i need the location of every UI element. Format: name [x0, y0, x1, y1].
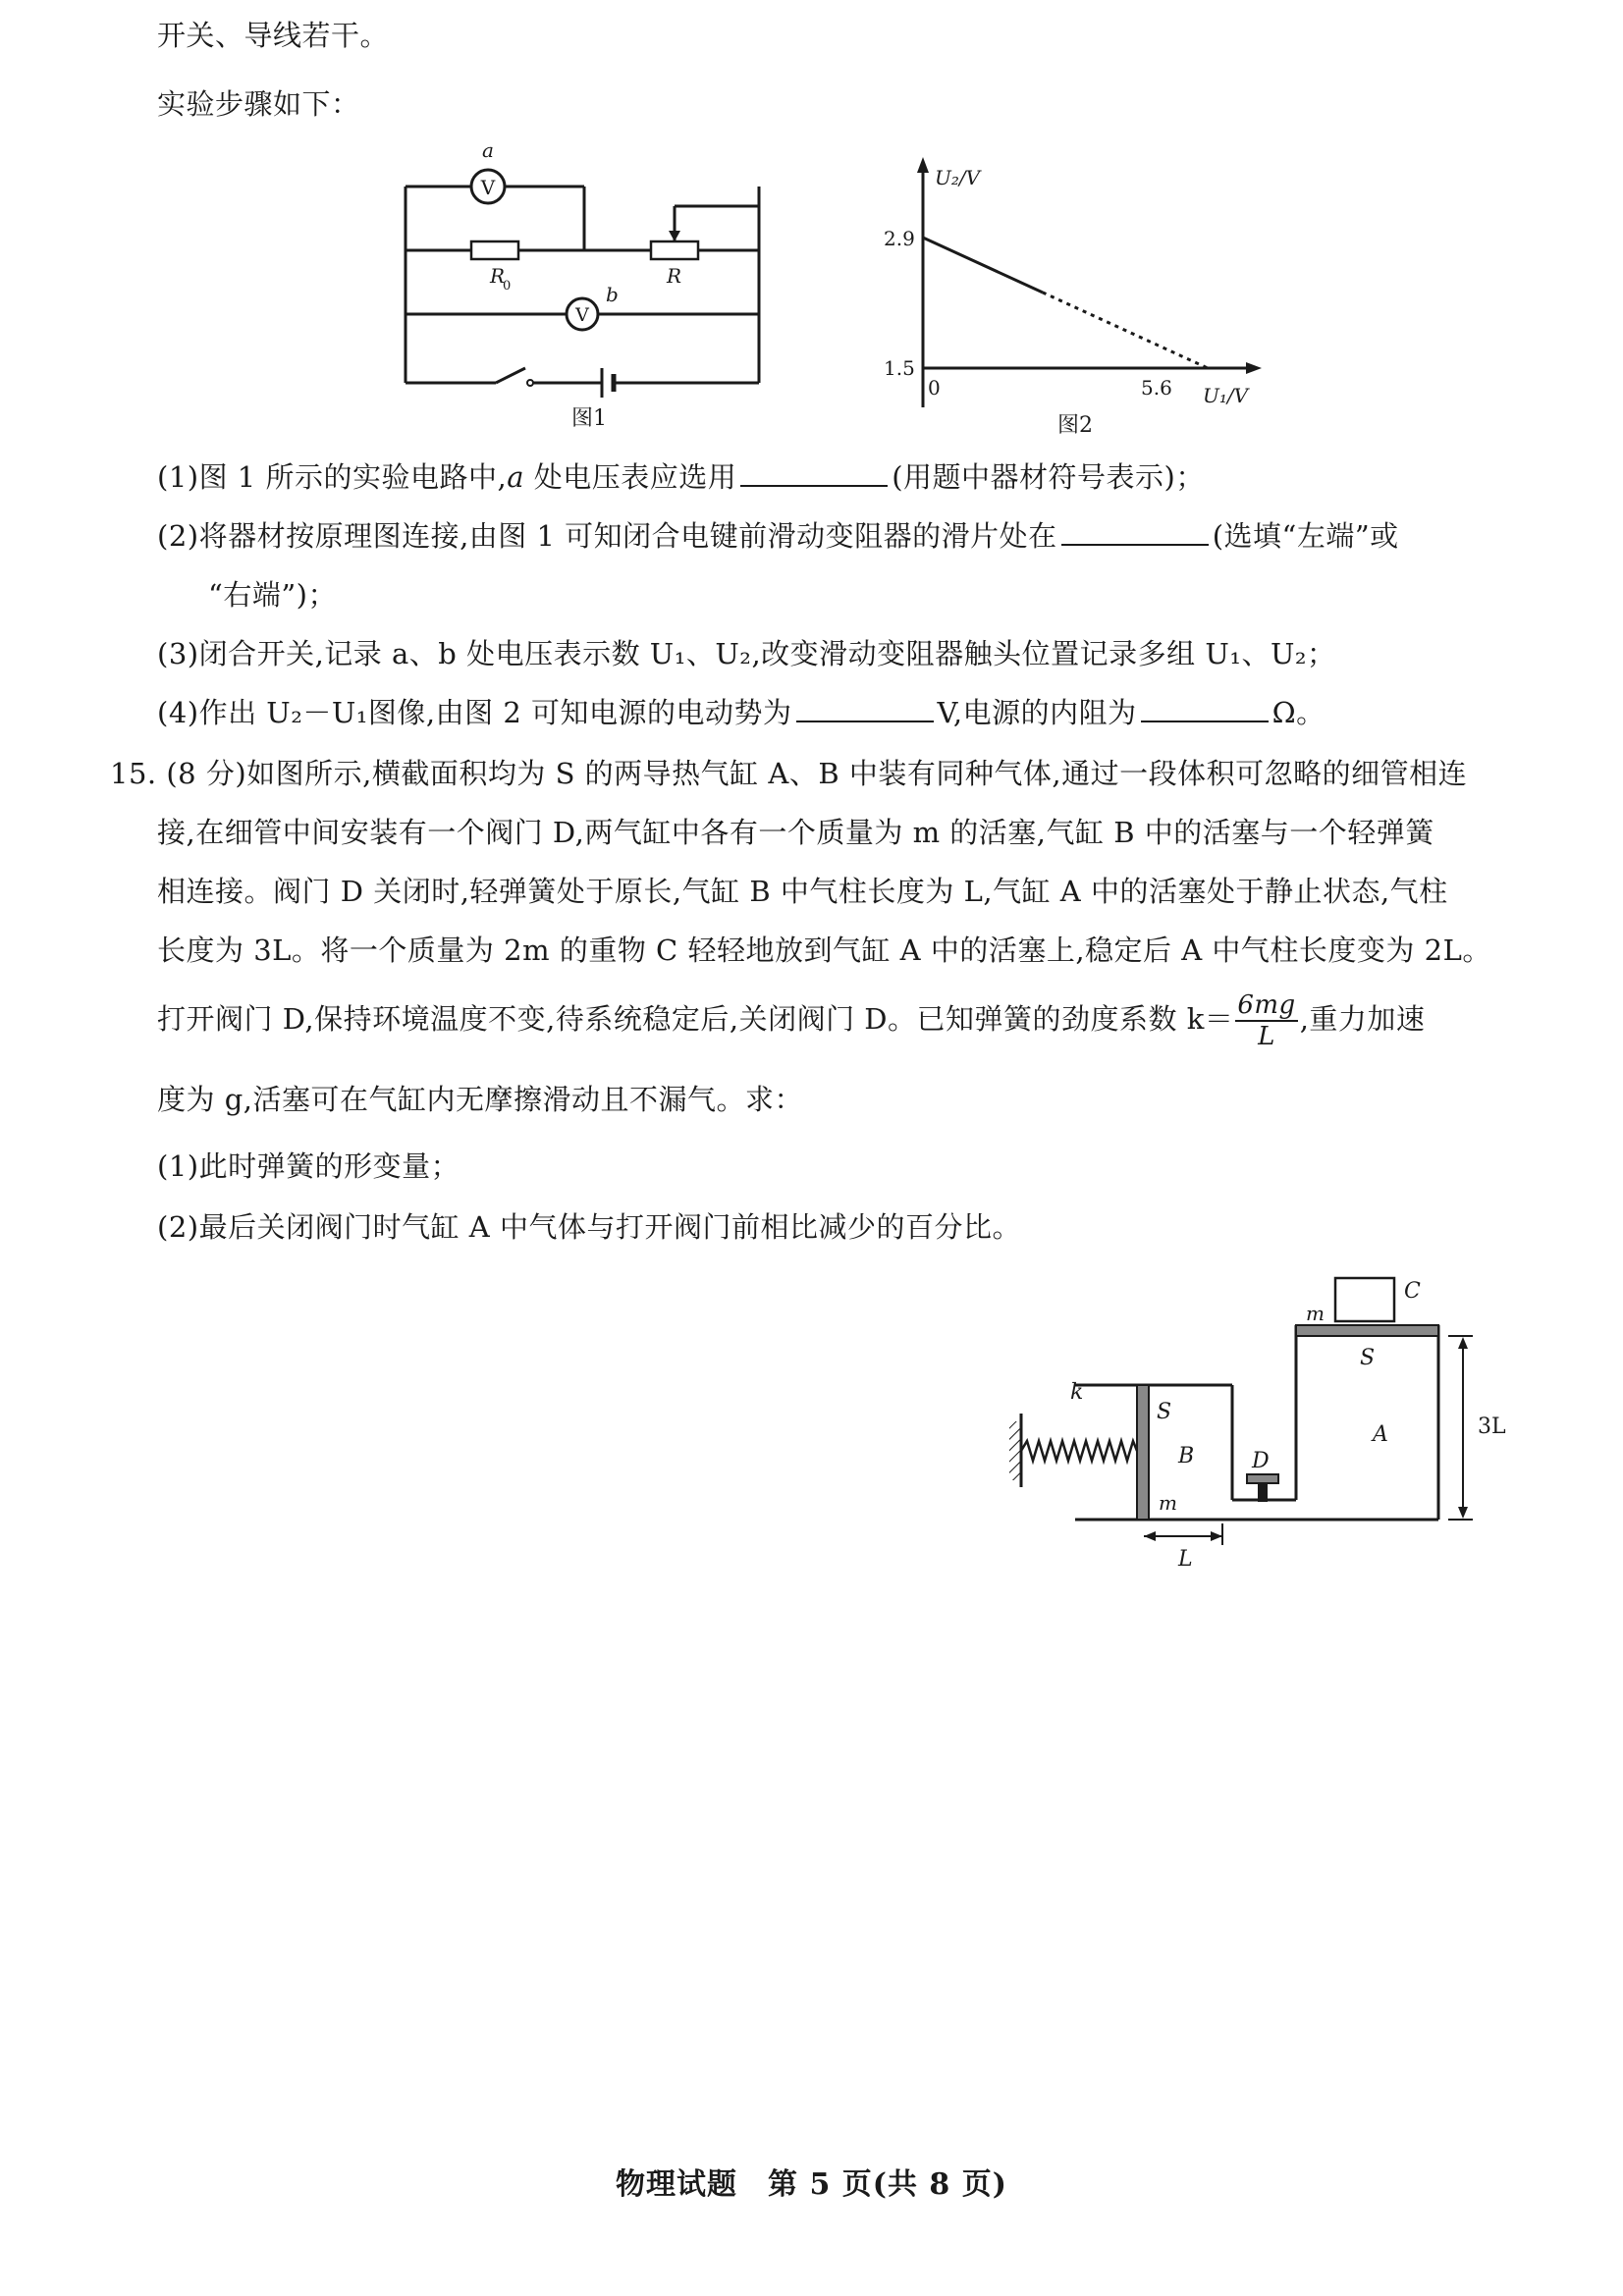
piston-a	[1296, 1325, 1438, 1336]
label-r0-sub: 0	[503, 279, 512, 294]
q14-part3: (3)闭合开关,记录 a、b 处电压表示数 U₁、U₂,改变滑动变阻器触头位置记录多组 U₁、U₂；	[157, 637, 1336, 670]
label-a: A	[1373, 1422, 1388, 1447]
q15-sub-2: (2)最后关闭阀门时气缸 A 中气体与打开阀门前相比减少的百分比。	[157, 1210, 1021, 1244]
label-c: C	[1404, 1279, 1421, 1304]
q15-line-3: 相连接。阀门 D 关闭时,轻弹簧处于原长,气缸 B 中气柱长度为 L,气缸 A 中的活塞处于静止状态,气柱	[157, 875, 1448, 908]
answer-blank-1[interactable]	[740, 459, 888, 487]
label-a: a	[482, 138, 494, 162]
y-tick-1-5: 1.5	[884, 356, 915, 380]
answer-blank-2[interactable]	[1061, 518, 1209, 546]
label-m-a: m	[1306, 1302, 1325, 1325]
label-3l: 3L	[1478, 1415, 1506, 1439]
x-axis-label: U₁/V	[1203, 384, 1249, 407]
label-m-b: m	[1159, 1491, 1177, 1515]
q15-line-4: 长度为 3L。将一个质量为 2m 的重物 C 轻轻地放到气缸 A 中的活塞上,稳定后 A 中气柱长度变为 2L。	[157, 934, 1491, 967]
voltmeter-a-label: V	[480, 176, 496, 199]
answer-blank-4[interactable]	[1141, 695, 1269, 722]
label-k: k	[1070, 1380, 1084, 1405]
spring-constant-fraction: $\frac{6mg}{L}$	[1237, 990, 1296, 1051]
label-b: B	[1178, 1444, 1195, 1468]
fig1-caption: 图1	[571, 406, 607, 431]
data-line-solid	[923, 238, 1043, 293]
q15-line-2: 接,在细管中间安装有一个阀门 D,两气缸中各有一个质量为 m 的活塞,气缸 B 中的活塞与一个轻弹簧	[157, 816, 1434, 849]
cylinder-diagram	[982, 1266, 1532, 1590]
intro-line-2: 实验步骤如下：	[157, 87, 360, 121]
q14-part2: (2)将器材按原理图连接,由图 1 可知闭合电键前滑动变阻器的滑片处在 (选填“左端”或	[157, 519, 1399, 553]
q14-part2-line2: “右端”)；	[208, 578, 337, 612]
q15-line-5: 打开阀门 D,保持环境温度不变,待系统稳定后,关闭阀门 D。已知弹簧的劲度系数 k＝ $\frac{6mg}{L}$ ,重力加速	[157, 990, 1426, 1051]
label-l: L	[1178, 1547, 1193, 1572]
q14-part1: (1)图 1 所示的实验电路中,a 处电压表应选用 (用题中器材符号表示)；	[157, 460, 1205, 494]
fig2-caption: 图2	[1057, 413, 1093, 438]
label-r: R	[667, 264, 682, 288]
weight-c	[1335, 1278, 1394, 1321]
circuit-diagram	[388, 133, 781, 447]
y-axis-label: U₂/V	[935, 166, 981, 189]
piston-b	[1137, 1385, 1149, 1520]
page-footer: 物理试题 第 5 页(共 8 页)	[616, 2167, 1007, 2202]
q14-part4: (4)作出 U₂－U₁图像,由图 2 可知电源的电动势为 V,电源的内阻为 Ω。	[157, 696, 1325, 729]
label-s-a: S	[1360, 1346, 1376, 1370]
label-s-b: S	[1157, 1400, 1172, 1424]
q15-line-1: 15. (8 分)如图所示,横截面积均为 S 的两导热气缸 A、B 中装有同种气体,通过一段体积可忽略的细管相连	[110, 757, 1468, 790]
answer-blank-3[interactable]	[796, 695, 934, 722]
voltmeter-b-label: V	[575, 304, 589, 326]
label-d: D	[1252, 1449, 1270, 1473]
y-tick-2-9: 2.9	[884, 227, 915, 250]
origin-label: 0	[928, 376, 941, 400]
label-r0: R	[490, 264, 506, 288]
intro-line-1: 开关、导线若干。	[157, 19, 390, 52]
data-line-dashed	[1043, 293, 1208, 368]
label-b: b	[606, 283, 619, 306]
q15-line-6: 度为 g,活塞可在气缸内无摩擦滑动且不漏气。求：	[157, 1083, 804, 1116]
u2-u1-graph	[864, 147, 1276, 442]
x-tick-5-6: 5.6	[1141, 376, 1172, 400]
q15-sub-1: (1)此时弹簧的形变量；	[157, 1149, 460, 1183]
wall-hatch	[1009, 1421, 1021, 1480]
spring-icon	[1021, 1441, 1137, 1461]
